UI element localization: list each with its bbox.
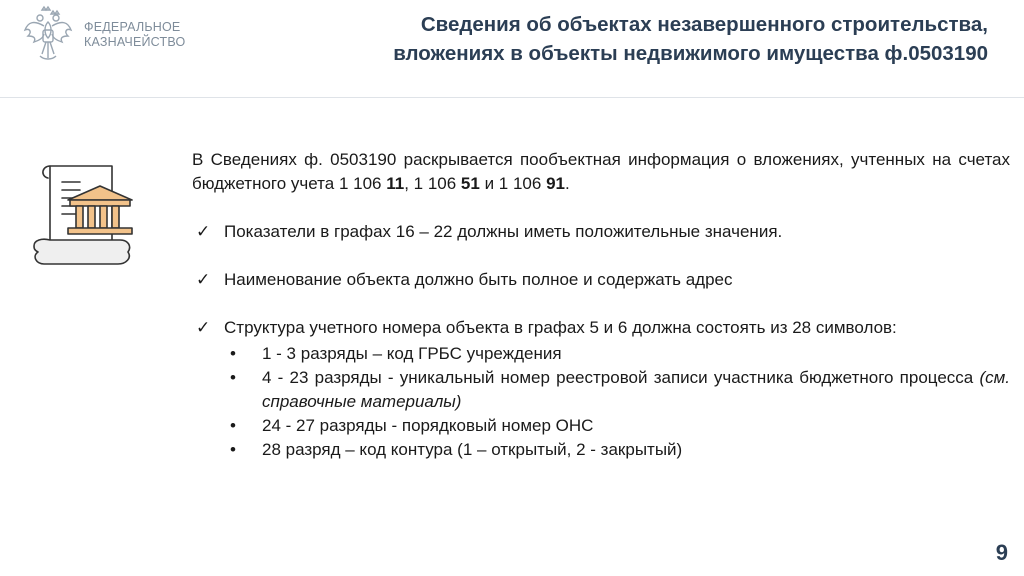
logo xyxy=(22,4,185,66)
document-building-icon xyxy=(28,160,140,272)
page-number: 9 xyxy=(995,540,1008,565)
bullet-icon: • xyxy=(230,344,236,363)
check-item-text: Наименование объекта должно быть полное и содержать адрес xyxy=(224,270,733,289)
bullet-item: • 4 - 23 разряды - уникальный номер реестровой записи участника бюджетного процесса (см. справочные материалы) xyxy=(230,368,1010,411)
slide-title-line1: Сведения об объектах незавершенного строительства, xyxy=(420,13,988,36)
bullet-icon: • xyxy=(230,368,236,387)
checkmark-icon: ✓ xyxy=(196,270,211,289)
slide-title-line2: вложениях в объекты недвижимого имущества ф.0503190 xyxy=(393,42,988,65)
organization-name xyxy=(84,20,185,50)
checklist xyxy=(192,220,1010,462)
bullet-icon: • xyxy=(230,416,236,435)
bullet-item: • 28 разряд – код контура (1 – открытый, 2 - закрытый) xyxy=(224,438,1010,462)
organization-name-line2: КАЗНАЧЕЙСТВО xyxy=(84,35,186,49)
check-item xyxy=(192,268,1010,292)
check-item xyxy=(192,316,1010,462)
organization-name-line1: ФЕДЕРАЛЬНОЕ xyxy=(84,20,181,34)
bullet-item: • 1 - 3 разряды – код ГРБС учреждения xyxy=(224,342,1010,366)
bullet-list xyxy=(224,342,1010,462)
bullet-icon: • xyxy=(230,440,236,459)
checkmark-icon: ✓ xyxy=(196,222,211,241)
header-divider xyxy=(0,97,1024,98)
checkmark-icon: ✓ xyxy=(196,318,211,337)
check-item-text: Структура учетного номера объекта в графах 5 и 6 должна состоять из 28 символов: xyxy=(224,318,897,337)
slide-content xyxy=(192,148,1010,462)
slide-title xyxy=(288,10,988,68)
check-item-text: Показатели в графах 16 – 22 должны иметь положительные значения. xyxy=(224,222,783,241)
check-item xyxy=(192,220,1010,244)
intro-paragraph: В Сведениях ф. 0503190 раскрывается пообъектная информация о вложениях, учтенных на счетах бюджетного учета 1 106 11, 1 106 51 и 1 106 91. xyxy=(192,150,1010,193)
bullet-item: • 24 - 27 разряды - порядковый номер ОНС xyxy=(224,414,1010,438)
double-headed-eagle-icon xyxy=(22,4,74,66)
